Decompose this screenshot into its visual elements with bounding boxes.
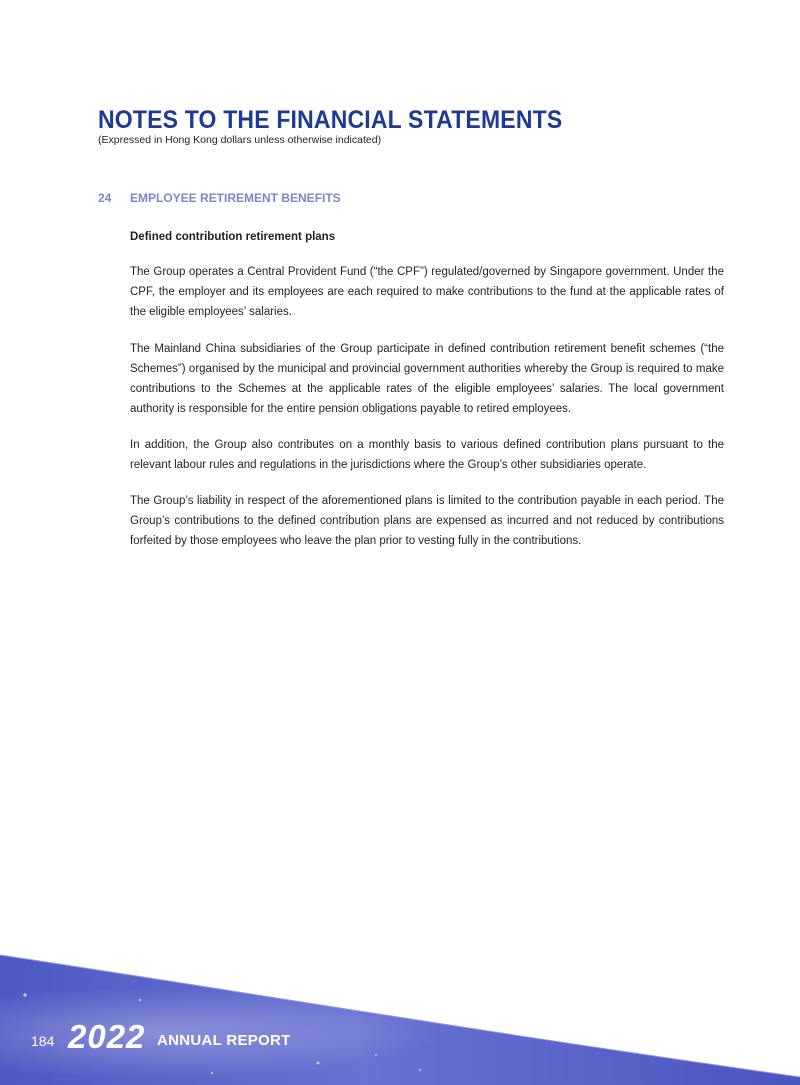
page-subtitle: (Expressed in Hong Kong dollars unless otherwise indicated) — [98, 134, 382, 146]
paragraph-mainland-schemes: The Mainland China subsidiaries of the Group participate in defined contribution retirement benefit schemes (“the Schemes”) organised by the municipal and provincial government authorities whereby the Group is required to make contributions to the Schemes at the applicable rates of the eligible employees’ salaries. The local government authority is responsible for the entire pension obligations payable to retired employees. — [130, 343, 724, 415]
paragraph-other-subsidiaries: In addition, the Group also contributes on a monthly basis to various defined contribution plans pursuant to the relevant labour rules and regulations in the jurisdictions where the Group’s other subsidiaries operate. — [130, 439, 724, 471]
section-number: 24 — [98, 191, 112, 205]
footer-band — [0, 945, 800, 1085]
section-heading — [98, 191, 341, 205]
page-number: 184 — [31, 1033, 55, 1049]
paragraph-liability: The Group’s liability in respect of the aforementioned plans is limited to the contribution payable in each period. The Group’s contributions to the defined contribution plans are expensed as incurred and not reduced by contributions forfeited by those employees who leave the plan prior to vesting fully in the contributions. — [130, 495, 724, 547]
section-title: EMPLOYEE RETIREMENT BENEFITS — [130, 191, 341, 205]
report-label: ANNUAL REPORT — [157, 1032, 291, 1049]
report-year: 2022 — [68, 1018, 146, 1055]
subheading: Defined contribution retirement plans — [130, 231, 336, 243]
page-title: NOTES TO THE FINANCIAL STATEMENTS — [98, 106, 563, 134]
paragraph-cpf: The Group operates a Central Provident Fund (“the CPF”) regulated/governed by Singapore government. Under the CPF, the employer and its employees are each required to make contributions to the fund at the applicable rates of the eligible employees’ salaries. — [130, 266, 724, 318]
